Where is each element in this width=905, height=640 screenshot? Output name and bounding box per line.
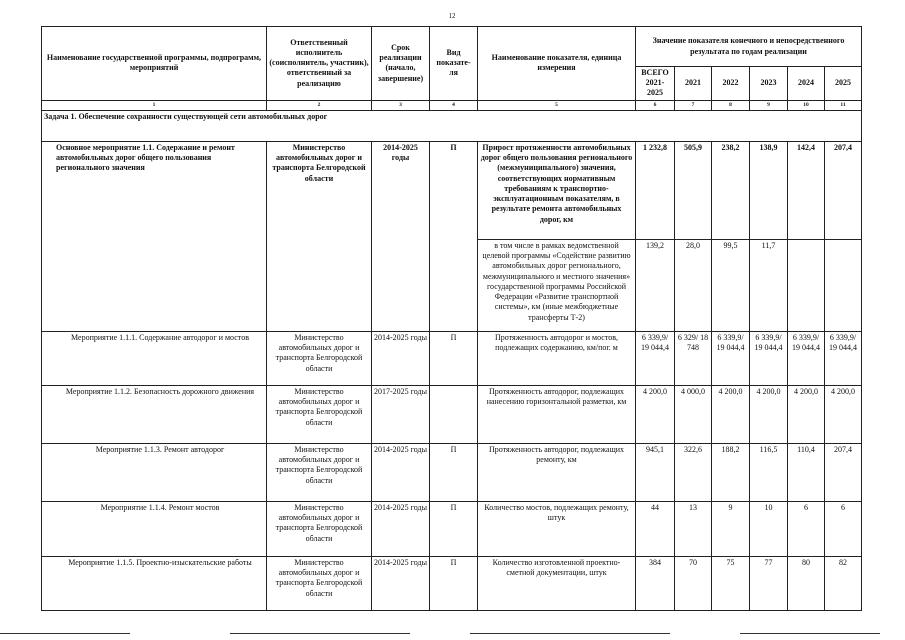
event-value-2024: 110,4 [788,443,825,501]
event-value-2023: 4 200,0 [750,385,788,443]
event-value-2023: 77 [750,556,788,610]
event-value-2023: 116,5 [750,443,788,501]
event-value-2024: 80 [788,556,825,610]
event-value-2021: 13 [675,501,712,556]
scan-edge-line [470,633,670,634]
scan-edge-line [230,633,410,634]
column-number: 7 [675,100,712,110]
task-gap-row [42,123,862,142]
header-indicator: Наименование показателя, единица измерения [478,27,636,101]
event-executor: Министерство автомобильных дорог и транспорта Белгородской области [267,443,372,501]
main-event-2022: 238,2 [712,141,750,239]
event-value-2022: 188,2 [712,443,750,501]
event-value-2025: 82 [825,556,862,610]
event-kind: П [430,443,478,501]
column-number: 4 [430,100,478,110]
header-year-2023: 2023 [750,67,788,101]
event-indicator: Количество мостов, подлежащих ремонту, штук [478,501,636,556]
page-number: 12 [448,12,456,20]
event-term: 2014-2025 годы [372,331,430,385]
event-value-total: 6 339,9/ 19 044,4 [636,331,675,385]
main-event-row [42,141,862,239]
main-event-term: 2014-2025 годы [372,141,430,331]
main-event-2023: 138,9 [750,141,788,239]
column-number: 8 [712,100,750,110]
main-event-sub-2022: 99,5 [712,239,750,331]
event-indicator: Протяженность автодорог, подлежащих ремонту, км [478,443,636,501]
main-event-executor: Министерство автомобильных дорог и транспорта Белгородской области [267,141,372,331]
header-total: ВСЕГО 2021-2025 [636,67,675,101]
column-number: 5 [478,100,636,110]
main-event-2024: 142,4 [788,141,825,239]
header-year-2024: 2024 [788,67,825,101]
event-value-total: 945,1 [636,443,675,501]
header-year-2022: 2022 [712,67,750,101]
event-term: 2014-2025 годы [372,501,430,556]
event-row [42,443,862,501]
header-term: Срок реализации (начало, завершение) [372,27,430,101]
main-event-2025: 207,4 [825,141,862,239]
main-event-kind: П [430,141,478,331]
event-value-total: 44 [636,501,675,556]
event-name: Мероприятие 1.1.4. Ремонт мостов [42,501,267,556]
column-number: 2 [267,100,372,110]
event-indicator: Количество изготовленной проектно-сметной документации, штук [478,556,636,610]
event-term: 2014-2025 годы [372,443,430,501]
event-name: Мероприятие 1.1.5. Проектно-изыскательские работы [42,556,267,610]
header-program: Наименование государственной программы, подпрограмм, мероприятий [42,27,267,101]
event-value-2025: 207,4 [825,443,862,501]
event-value-total: 384 [636,556,675,610]
main-event-sub-total: 139,2 [636,239,675,331]
event-name: Мероприятие 1.1.2. Безопасность дорожного движения [42,385,267,443]
event-value-2022: 6 339,9/ 19 044,4 [712,331,750,385]
event-name: Мероприятие 1.1.1. Содержание автодорог и мостов [42,331,267,385]
event-term: 2017-2025 годы [372,385,430,443]
header-executor: Ответственный исполнитель (соисполнитель, участник), ответственный за реализацию [267,27,372,101]
event-executor: Министерство автомобильных дорог и транспорта Белгородской области [267,331,372,385]
event-value-2021: 70 [675,556,712,610]
header-year-2025: 2025 [825,67,862,101]
event-value-2025: 6 339,9/ 19 044,4 [825,331,862,385]
event-value-2023: 10 [750,501,788,556]
event-value-2022: 9 [712,501,750,556]
event-value-2024: 6 339,9/ 19 044,4 [788,331,825,385]
event-value-2023: 6 339,9/ 19 044,4 [750,331,788,385]
event-executor: Министерство автомобильных дорог и транспорта Белгородской области [267,556,372,610]
event-value-2021: 322,6 [675,443,712,501]
event-value-total: 4 200,0 [636,385,675,443]
header-values-group: Значение показателя конечного и непосредственного результата по годам реализации [636,27,862,67]
event-name: Мероприятие 1.1.3. Ремонт автодорог [42,443,267,501]
event-indicator: Протяженность автодорог и мостов, подлежащих содержанию, км/пог. м [478,331,636,385]
column-number: 10 [788,100,825,110]
event-row [42,556,862,610]
main-event-2021: 505,9 [675,141,712,239]
main-event-sub-2021: 28,0 [675,239,712,331]
main-event-name: Основное мероприятие 1.1. Содержание и ремонт автомобильных дорог общего пользования регионального значения [42,141,267,331]
main-event-indicator: Прирост протяженности автомобильных дорог общего пользования регионального (межмуниципального) значения, соответствующих нормативным требованиям к транспортно-эксплуатационным показателям, в результате ремонта автомобильных дорог, км [478,141,636,239]
indicators-table [41,26,862,611]
column-numbers-row [42,100,862,110]
column-number: 9 [750,100,788,110]
scan-edge-line [0,633,130,634]
event-value-2025: 6 [825,501,862,556]
column-number: 1 [42,100,267,110]
header-year-2021: 2021 [675,67,712,101]
event-indicator: Протяженность автодорог, подлежащих нанесению горизонтальной разметки, км [478,385,636,443]
event-value-2024: 6 [788,501,825,556]
event-value-2021: 4 000,0 [675,385,712,443]
event-value-2022: 75 [712,556,750,610]
event-value-2024: 4 200,0 [788,385,825,443]
event-executor: Министерство автомобильных дорог и транспорта Белгородской области [267,385,372,443]
event-row [42,331,862,385]
scan-edge-line [740,633,880,634]
task-title: Задача 1. Обеспечение сохранности существующей сети автомобильных дорог [42,110,862,123]
event-kind [430,385,478,443]
main-event-sub-2023: 11,7 [750,239,788,331]
main-event-total: 1 232,8 [636,141,675,239]
event-executor: Министерство автомобильных дорог и транспорта Белгородской области [267,501,372,556]
task-row [42,110,862,123]
main-event-sub-2024 [788,239,825,331]
header-kind: Вид показате-ля [430,27,478,101]
column-number: 3 [372,100,430,110]
event-row [42,385,862,443]
event-row [42,501,862,556]
column-number: 11 [825,100,862,110]
event-value-2025: 4 200,0 [825,385,862,443]
event-kind: П [430,556,478,610]
event-term: 2014-2025 годы [372,556,430,610]
event-value-2021: 6 329/ 18 748 [675,331,712,385]
event-kind: П [430,501,478,556]
event-kind: П [430,331,478,385]
main-event-sub-indicator: в том числе в рамках ведомственной целевой программы «Содействие развитию автомобильных дорог регионального, межмуниципального и местного значения» государственной программы Российской Федерации «Развитие транспортной системы», км (иные межбюджетные трансферты Т-2) [478,239,636,331]
event-value-2022: 4 200,0 [712,385,750,443]
main-event-sub-2025 [825,239,862,331]
column-number: 6 [636,100,675,110]
